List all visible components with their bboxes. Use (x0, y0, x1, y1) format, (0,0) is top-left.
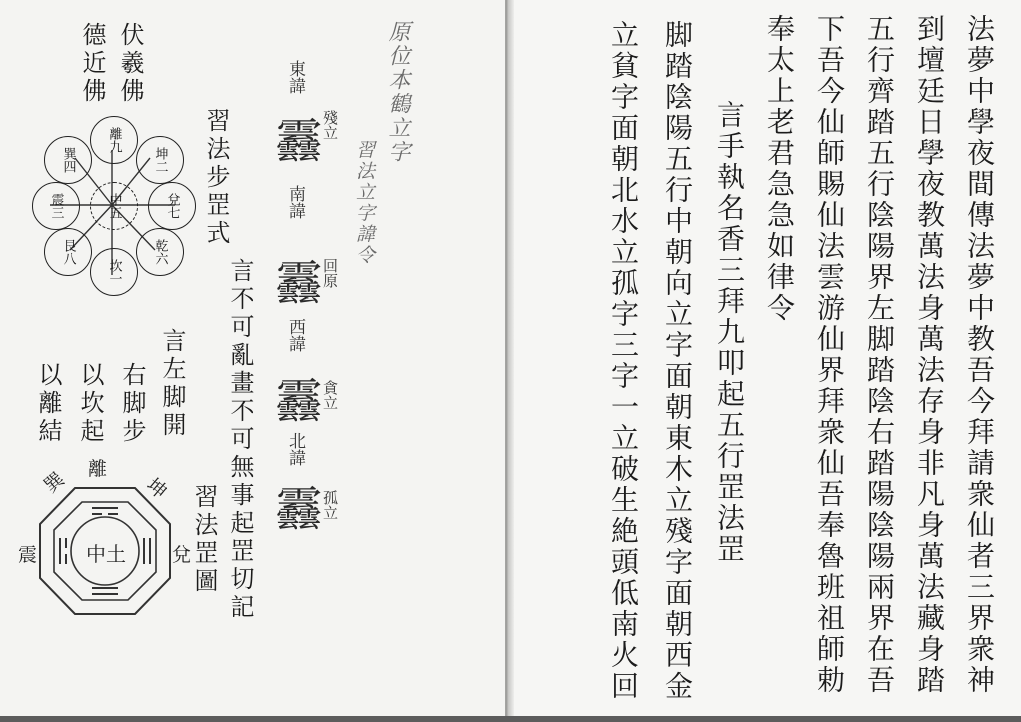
step-instruction: 右脚步 (118, 362, 146, 446)
page-subtitle: 習法立字諱令 (353, 140, 375, 266)
palace-xun: 巽四 (44, 136, 92, 184)
page-title: 原位本鶴立字 (385, 20, 410, 164)
north-note: 孤立 (321, 490, 339, 520)
east-label: 東諱 (285, 60, 305, 94)
east-note: 殘立 (321, 110, 339, 140)
left-page (0, 0, 505, 716)
south-label: 南諱 (285, 185, 305, 219)
step-form-heading: 習法步罡式 (202, 108, 230, 248)
right-page (509, 0, 1021, 716)
text-column: 到壇廷日學夜教萬法身萬法存身非凡身萬法藏身踏 (913, 14, 946, 696)
palace-kun: 坤二 (136, 136, 184, 184)
trigram-li-label: 離 (88, 458, 108, 480)
east-talisman: 䨺 (276, 114, 322, 168)
text-column: 五行齊踏五行陰陽界左脚踏陰右踏陽陰陽兩界在吾 (863, 14, 896, 696)
trigram-kun-label: 坤 (142, 474, 171, 504)
step-instruction: 以離結 (34, 362, 62, 446)
palace-kan: 坎一 (90, 248, 138, 296)
buddha-name: 伏羲佛 (116, 22, 144, 106)
text-column: 言手執名香三拜九叩起五行罡法罡 (713, 100, 746, 565)
south-note: 回原 (321, 258, 339, 288)
text-column: 奉太上老君急急如律令 (763, 14, 796, 324)
text-column: 法夢中學夜間傳法夢中教吾今拜請衆仙者三界衆神 (963, 14, 996, 696)
trigram-xun-label: 巽 (40, 468, 69, 498)
south-talisman: 䨺 (276, 256, 322, 310)
trigram-zhen-label: 震 (18, 544, 38, 566)
text-column: 下吾今仙師賜仙法雲游仙界拜衆仙吾奉魯班祖師勅 (813, 14, 846, 696)
bagua-diagram (18, 458, 192, 636)
trigram-dui-label: 兌 (172, 544, 192, 566)
palace-li: 離九 (90, 116, 138, 164)
palace-gen: 艮八 (44, 228, 92, 276)
north-label: 北諱 (285, 432, 305, 466)
west-label: 西諱 (285, 318, 305, 352)
buddha-name: 德近佛 (78, 22, 106, 106)
warning-text: 言不可亂畫不可無事起罡切記 (226, 258, 254, 622)
step-instruction: 以坎起 (76, 362, 104, 446)
text-column: 立貧字面朝北水立孤字三字一立破生絶頭低南火回 (607, 20, 640, 702)
north-talisman: 䨺 (276, 482, 322, 536)
west-note: 貪立 (321, 380, 339, 410)
nine-palace-diagram (30, 110, 195, 300)
text-column: 脚踏陰陽五行中朝向立字面朝東木立殘字面朝西金 (661, 20, 694, 702)
palace-qian: 乾六 (136, 228, 184, 276)
palace-center: 中五 (90, 182, 138, 230)
palace-dui: 兌七 (148, 182, 196, 230)
step-instruction: 言左脚開 (158, 328, 186, 440)
center-earth-label: 中土 (86, 542, 126, 566)
diagram-title: 習法罡圖 (190, 484, 218, 596)
palace-zhen: 震三 (32, 182, 80, 230)
west-talisman: 䨺 (276, 374, 322, 428)
